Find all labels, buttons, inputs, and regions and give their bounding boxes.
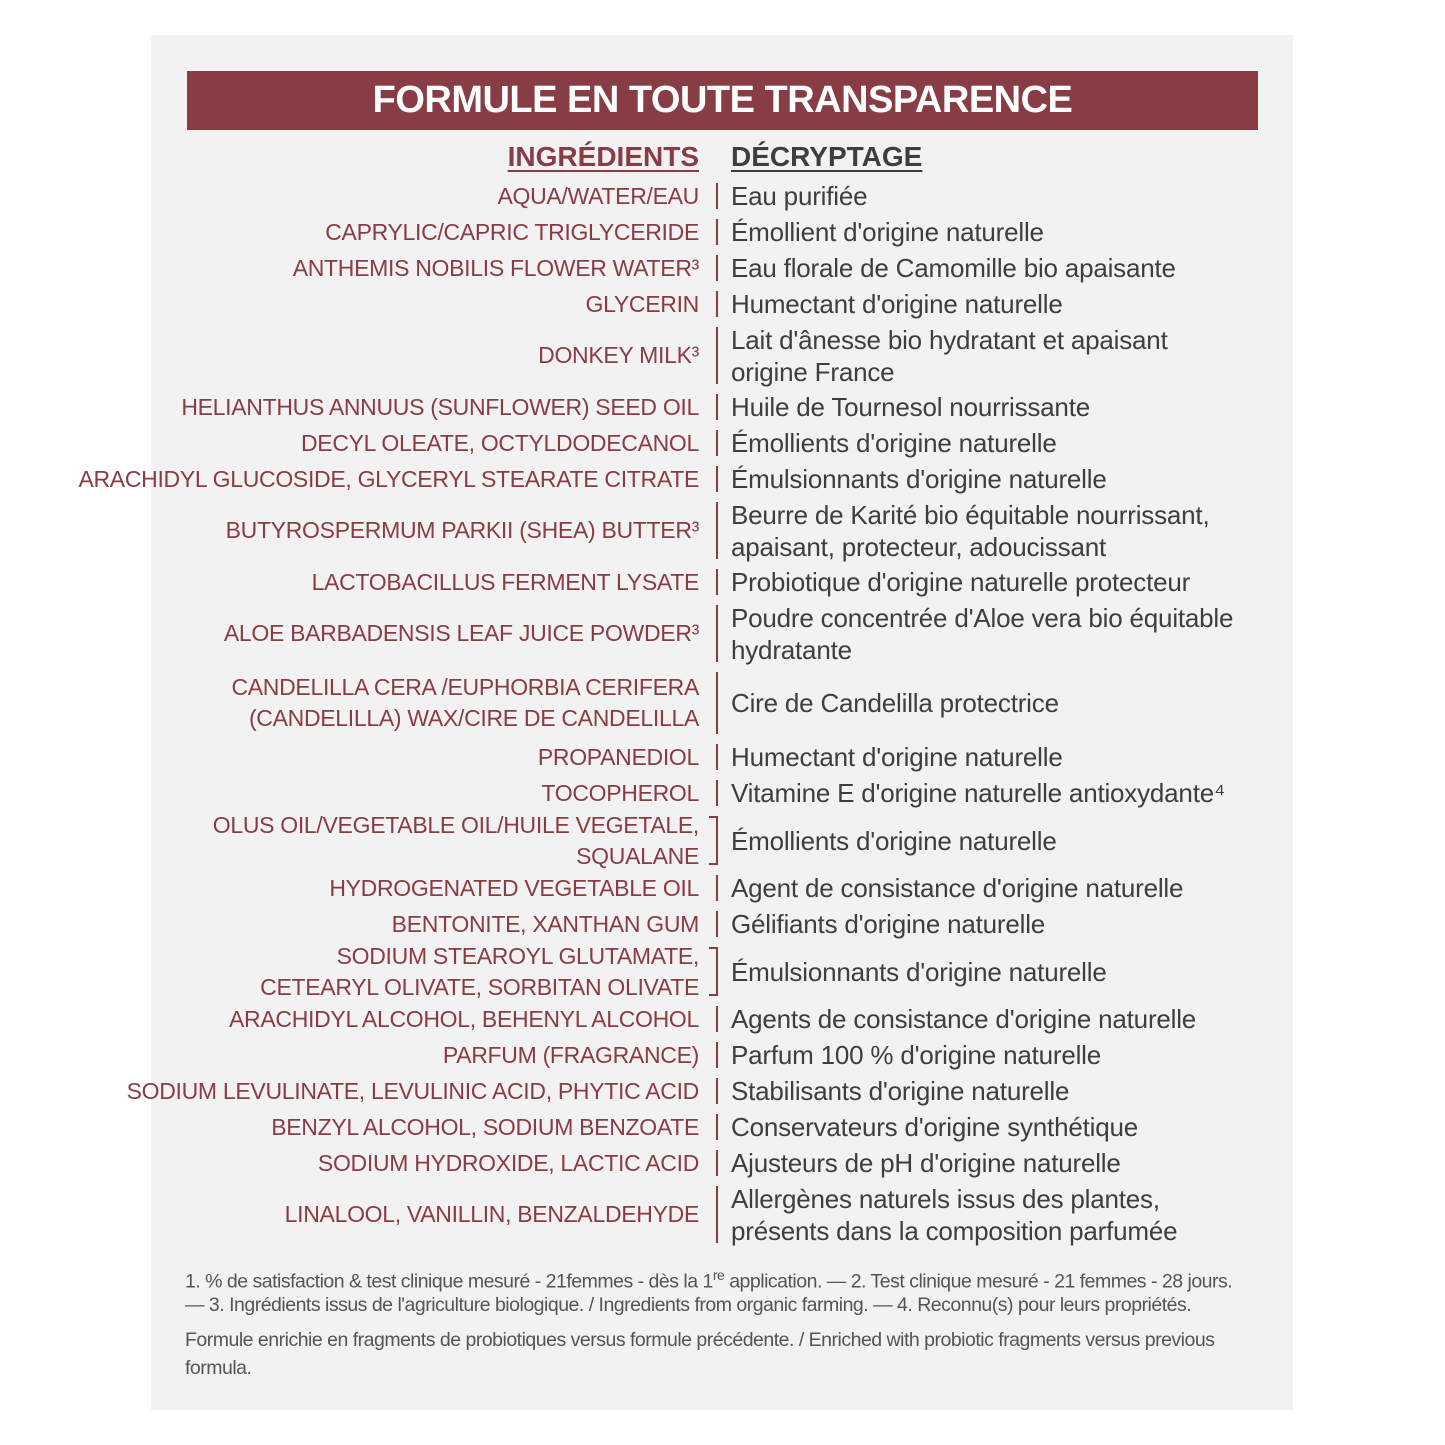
ingredient-description — [731, 1109, 1271, 1145]
ingredient-name — [260, 942, 699, 1001]
ingredient-description — [731, 870, 1271, 906]
ingredient-description-line: Probiotique d'origine naturelle protecteur — [731, 567, 1191, 597]
column-separator — [716, 1042, 718, 1068]
ingredient-description — [731, 250, 1271, 286]
ingredient-description — [731, 497, 1271, 564]
ingredient-name-line: ANTHEMIS NOBILIS FLOWER WATER³ — [292, 254, 699, 281]
ingredient-name — [497, 178, 699, 214]
ingredient-description-line: Émollient d'origine naturelle — [731, 217, 1044, 247]
ingredient-description-line: Stabilisants d'origine naturelle — [731, 1076, 1070, 1106]
ingredient-description — [731, 564, 1271, 600]
ingredient-description-line: Émulsionnants d'origine naturelle — [731, 464, 1107, 494]
ingredient-name-line: SODIUM HYDROXIDE, LACTIC ACID — [317, 1149, 699, 1176]
ingredient-row — [151, 214, 1293, 250]
ingredient-name-line: AQUA/WATER/EAU — [497, 182, 699, 209]
ingredient-description — [731, 389, 1271, 425]
ingredient-description — [731, 322, 1271, 389]
ingredient-description-line: Beurre de Karité bio équitable nourrissant, — [731, 499, 1210, 530]
ingredient-description-line: Eau purifiée — [731, 181, 868, 211]
ingredient-description — [731, 739, 1271, 775]
ingredient-description-line: Humectant d'origine naturelle — [731, 289, 1063, 319]
column-separator — [716, 605, 718, 662]
ingredient-description-line: apaisant, protecteur, adoucissant — [731, 531, 1106, 562]
column-separator — [716, 1114, 718, 1140]
ingredient-name-line: CAPRYLIC/CAPRIC TRIGLYCERIDE — [325, 218, 699, 245]
ingredient-description-line: Vitamine E d'origine naturelle antioxydante⁴ — [731, 778, 1225, 808]
column-separator — [716, 502, 718, 559]
ingredient-row — [151, 1145, 1293, 1181]
ingredient-name-line: OLUS OIL/VEGETABLE OIL/HUILE VEGETALE, — [212, 811, 699, 838]
ingredient-name — [312, 564, 699, 600]
ingredient-name — [226, 497, 699, 564]
ingredient-name-line: HYDROGENATED VEGETABLE OIL — [329, 874, 699, 901]
ingredient-name — [229, 1001, 699, 1037]
ingredient-description — [731, 667, 1271, 739]
ingredient-description-line: Parfum 100 % d'origine naturelle — [731, 1040, 1102, 1070]
footnote-1-sup: re — [712, 1267, 725, 1283]
ingredient-name-line: SODIUM STEAROYL GLUTAMATE, — [336, 942, 699, 969]
ingredient-row — [151, 564, 1293, 600]
ingredient-row — [151, 425, 1293, 461]
banner-title: FORMULE EN TOUTE TRANSPARENCE — [372, 79, 1073, 121]
header-ingredients: INGRÉDIENTS — [507, 141, 699, 172]
ingredient-description — [731, 811, 1271, 870]
ingredient-name-line: TOCOPHEROL — [541, 779, 699, 806]
ingredient-row — [151, 286, 1293, 322]
ingredient-description-line: hydratante — [731, 634, 852, 665]
column-separator — [716, 291, 718, 317]
ingredient-description-line: Ajusteurs de pH d'origine naturelle — [731, 1148, 1121, 1178]
ingredient-name-line: LINALOOL, VANILLIN, BENZALDEHYDE — [284, 1201, 699, 1227]
ingredient-row — [151, 775, 1293, 811]
ingredient-name — [329, 870, 699, 906]
ingredient-name — [586, 286, 699, 322]
bracket-separator — [709, 816, 718, 865]
ingredient-name-line: DONKEY MILK³ — [538, 342, 699, 368]
column-separator — [716, 911, 718, 937]
ingredient-row — [151, 1037, 1293, 1073]
ingredient-name — [293, 250, 699, 286]
ingredient-name-line: PARFUM (FRAGRANCE) — [442, 1041, 699, 1068]
ingredients-table — [78, 35, 1293, 1410]
column-separator — [716, 780, 718, 806]
ingredient-description — [731, 425, 1271, 461]
ingredient-description — [731, 286, 1271, 322]
ingredient-row — [151, 1109, 1293, 1145]
ingredient-name — [541, 775, 699, 811]
ingredient-description — [731, 1181, 1271, 1248]
ingredient-name — [271, 1109, 699, 1145]
footnote-3: Formule enrichie en fragments de probiotiques versus formule précédente. / Enriched with probiotic fragments versus previous — [185, 1329, 1215, 1351]
ingredient-description-line: origine France — [731, 356, 895, 387]
ingredient-row — [151, 497, 1293, 564]
ingredient-description-line: Poudre concentrée d'Aloe vera bio équitable — [731, 602, 1234, 633]
ingredient-description — [731, 906, 1271, 942]
ingredient-description-line: présents dans la composition parfumée — [731, 1215, 1178, 1246]
ingredient-name — [301, 425, 699, 461]
ingredient-row — [151, 389, 1293, 425]
column-separator — [716, 255, 718, 281]
ingredient-description-line: Lait d'ânesse bio hydratant et apaisant — [731, 324, 1168, 355]
ingredient-name — [325, 214, 699, 250]
ingredient-description — [731, 1037, 1271, 1073]
column-separator — [716, 744, 718, 770]
column-separator — [716, 875, 718, 901]
ingredient-row — [151, 600, 1293, 667]
ingredient-description — [731, 1145, 1271, 1181]
ingredient-name-line: CANDELILLA CERA /EUPHORBIA CERIFERA — [231, 674, 699, 700]
ingredient-name — [224, 600, 699, 667]
column-separator — [716, 1186, 718, 1243]
ingredient-row — [151, 1001, 1293, 1037]
ingredient-name-line: HELIANTHUS ANNUUS (SUNFLOWER) SEED OIL — [181, 393, 699, 420]
ingredient-row — [151, 322, 1293, 389]
ingredient-name — [231, 667, 699, 739]
ingredient-row — [151, 250, 1293, 286]
ingredient-row — [151, 870, 1293, 906]
column-separator — [716, 1150, 718, 1176]
ingredients-card — [78, 35, 1293, 1410]
footnote-1-text-a: 1. % de satisfaction & test clinique mesuré - 21femmes - dès la 1 — [185, 1270, 713, 1293]
ingredient-row — [151, 906, 1293, 942]
ingredient-row — [126, 1073, 1293, 1109]
ingredient-name-line: DECYL OLEATE, OCTYLDODECANOL — [300, 429, 699, 456]
ingredient-description — [731, 1073, 1271, 1109]
ingredient-description-line: Émulsionnants d'origine naturelle — [731, 956, 1107, 987]
ingredient-name — [285, 1181, 699, 1248]
ingredient-name-line: ARACHIDYL GLUCOSIDE, GLYCERYL STEARATE CITRATE — [78, 465, 699, 492]
ingredient-name — [443, 1037, 699, 1073]
footnote-1-text-b: application. — 2. Test clinique mesuré - 21 femmes - 28 jours. — [724, 1270, 1233, 1293]
column-separator — [716, 394, 718, 420]
ingredient-name — [392, 906, 699, 942]
column-separator — [716, 219, 718, 245]
column-separator — [716, 1078, 718, 1104]
ingredient-name-line: LACTOBACILLUS FERMENT LYSATE — [311, 568, 699, 595]
ingredient-description-line: Agents de consistance d'origine naturelle — [731, 1004, 1197, 1034]
ingredient-description-line: Cire de Candelilla protectrice — [731, 688, 1059, 718]
ingredient-row — [151, 811, 1293, 870]
column-separator — [716, 327, 718, 384]
ingredient-row — [151, 739, 1293, 775]
ingredient-description-line: Eau florale de Camomille bio apaisante — [731, 253, 1176, 283]
ingredient-name-line: PROPANEDIOL — [537, 743, 699, 770]
ingredient-row — [151, 942, 1293, 1001]
ingredient-description — [731, 1001, 1271, 1037]
ingredient-name — [127, 1073, 699, 1109]
ingredient-name — [538, 322, 699, 389]
ingredient-description-line: Émollients d'origine naturelle — [731, 428, 1057, 458]
ingredient-row — [78, 461, 1293, 497]
ingredient-description-line: Gélifiants d'origine naturelle — [731, 909, 1046, 939]
column-separator — [716, 183, 718, 209]
ingredient-description-line: Agent de consistance d'origine naturelle — [731, 873, 1184, 903]
ingredient-row — [151, 1181, 1293, 1248]
ingredient-description — [731, 214, 1271, 250]
ingredient-name — [78, 461, 699, 497]
ingredient-name — [213, 811, 699, 870]
ingredient-row — [151, 667, 1293, 739]
ingredient-description-line: Humectant d'origine naturelle — [731, 742, 1063, 772]
ingredient-name — [538, 739, 699, 775]
ingredient-name-line: SODIUM LEVULINATE, LEVULINIC ACID, PHYTIC ACID — [126, 1077, 699, 1104]
ingredient-name-line: GLYCERIN — [585, 290, 699, 317]
ingredient-description-line: Conservateurs d'origine synthétique — [731, 1112, 1138, 1142]
ingredient-description — [731, 461, 1271, 497]
ingredient-name-line: BENTONITE, XANTHAN GUM — [391, 910, 699, 937]
column-separator — [716, 672, 718, 734]
column-separator — [716, 569, 718, 595]
bracket-separator — [709, 947, 718, 996]
ingredient-description-line: Allergènes naturels issus des plantes, — [731, 1183, 1160, 1214]
column-separator — [716, 1006, 718, 1032]
footnote-2: — 3. Ingrédients issus de l'agriculture biologique. / Ingredients from organic farming. — 4. Reconnu(s) pour leurs propriétés. — [185, 1294, 1192, 1316]
ingredient-name — [318, 1145, 699, 1181]
ingredient-name-line: BENZYL ALCOHOL, SODIUM BENZOATE — [271, 1113, 699, 1140]
header-decryptage: DÉCRYPTAGE — [731, 141, 923, 172]
ingredient-name — [181, 389, 699, 425]
ingredient-name-line: (CANDELILLA) WAX/CIRE DE CANDELILLA — [248, 705, 699, 731]
ingredient-name-line: ARACHIDYL ALCOHOL, BEHENYL ALCOHOL — [229, 1005, 699, 1032]
ingredient-description — [731, 600, 1271, 667]
footnote-4: formula. — [185, 1357, 252, 1379]
ingredient-name-line: BUTYROSPERMUM PARKII (SHEA) BUTTER³ — [225, 517, 699, 543]
column-separator — [716, 430, 718, 456]
ingredient-row — [151, 178, 1293, 214]
ingredient-description — [731, 942, 1271, 1001]
column-separator — [716, 466, 718, 492]
ingredient-description — [731, 775, 1271, 811]
ingredient-description-line: Émollients d'origine naturelle — [731, 825, 1057, 856]
ingredient-description — [731, 178, 1271, 214]
ingredient-description-line: Huile de Tournesol nourrissante — [731, 392, 1090, 422]
ingredient-name-line: ALOE BARBADENSIS LEAF JUICE POWDER³ — [223, 620, 699, 646]
ingredient-name-line: CETEARYL OLIVATE, SORBITAN OLIVATE — [260, 973, 699, 1000]
ingredient-name-line: SQUALANE — [576, 842, 699, 869]
